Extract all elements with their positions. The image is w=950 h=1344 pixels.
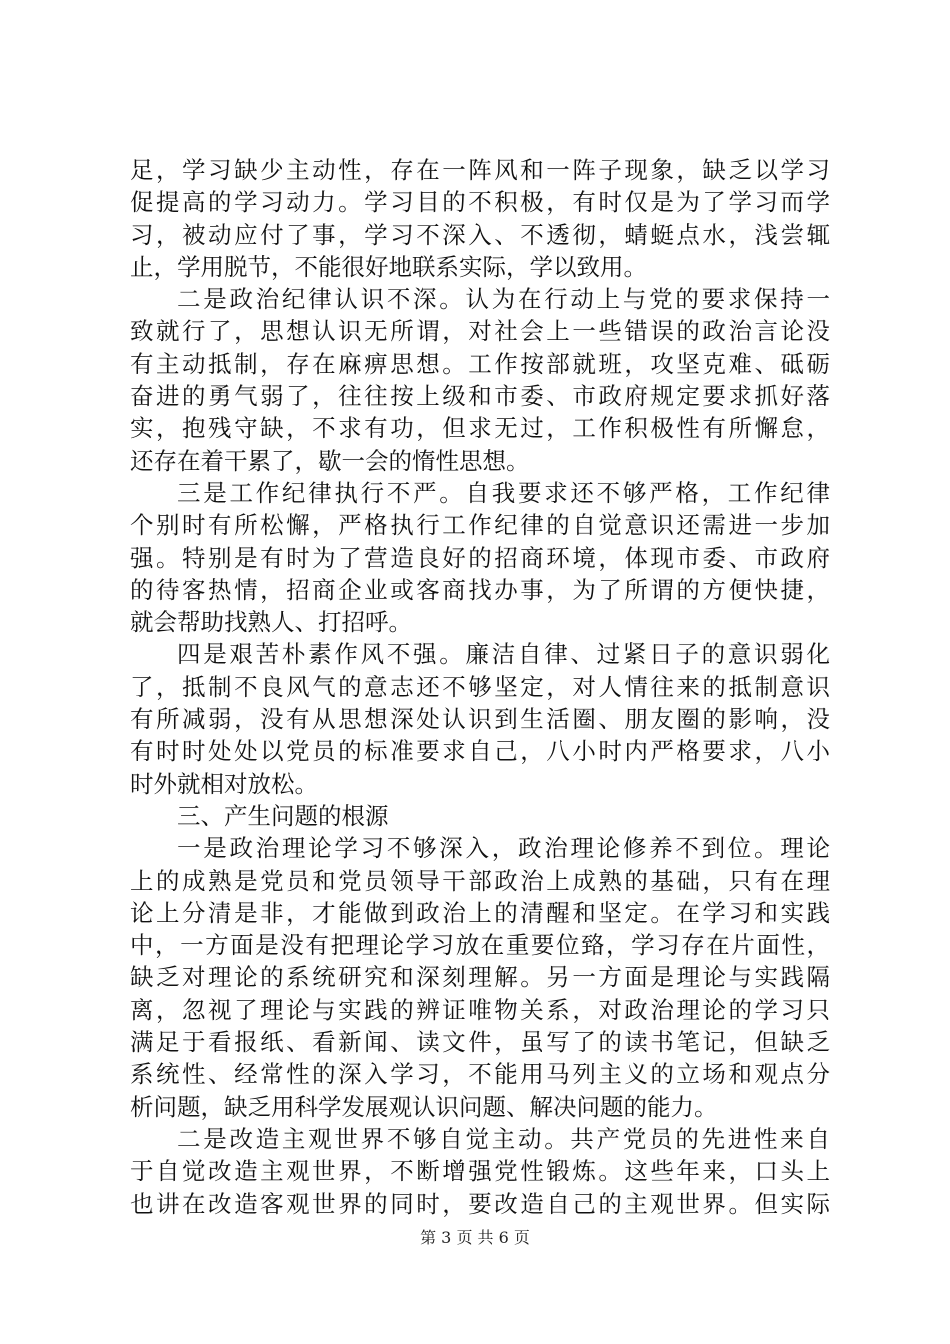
paragraph-start-line: 三、产生问题的根源 xyxy=(177,801,389,830)
text-line: 的待客热情，招商企业或客商找办事，为了所谓的方便快捷， xyxy=(130,575,830,604)
text-line: 止，学用脱节，不能很好地联系实际，学以致用。 xyxy=(130,252,647,281)
text-line: 系统性、经常性的深入学习，不能用马列主义的立场和观点分 xyxy=(130,1060,830,1089)
text-line: 了，抵制不良风气的意志还不够坚定，对人情往来的抵制意识 xyxy=(130,672,830,701)
text-line: 致就行了，思想认识无所谓，对社会上一些错误的政治言论没 xyxy=(130,317,830,346)
paragraph-start-line: 一是政治理论学习不够深入，政治理论修养不到位。理论 xyxy=(177,834,830,863)
text-line: 习，被动应付了事，学习不深入、不透彻，蜻蜓点水，浅尝辄 xyxy=(130,220,830,249)
text-line: 就会帮助找熟人、打招呼。 xyxy=(130,608,412,637)
document-body xyxy=(130,154,830,1220)
text-line: 中，一方面是没有把理论学习放在重要位臵，学习存在片面性， xyxy=(130,931,830,960)
text-line: 有时时处处以党员的标准要求自己，八小时内严格要求，八小 xyxy=(130,737,830,766)
text-line: 时外就相对放松。 xyxy=(130,769,318,798)
text-line: 个别时有所松懈，严格执行工作纪律的自觉意识还需进一步加 xyxy=(130,511,830,540)
paragraph-start-line: 三是工作纪律执行不严。自我要求还不够严格，工作纪律 xyxy=(177,478,830,507)
text-line: 缺乏对理论的系统研究和深刻理解。另一方面是理论与实践隔 xyxy=(130,963,830,992)
text-line: 离，忽视了理论与实践的辨证唯物关系，对政治理论的学习只 xyxy=(130,995,830,1024)
paragraph-start-line: 二是改造主观世界不够自觉主动。共产党员的先进性来自 xyxy=(177,1124,830,1153)
text-line: 满足于看报纸、看新闻、读文件，虽写了的读书笔记，但缺乏 xyxy=(130,1028,830,1057)
text-line: 上的成熟是党员和党员领导干部政治上成熟的基础，只有在理 xyxy=(130,866,830,895)
paragraph-start-line: 二是政治纪律认识不深。认为在行动上与党的要求保持一 xyxy=(177,285,830,314)
text-line: 有主动抵制，存在麻痹思想。工作按部就班，攻坚克难、砥砺 xyxy=(130,349,830,378)
text-line: 有所减弱，没有从思想深处认识到生活圈、朋友圈的影响，没 xyxy=(130,705,830,734)
text-line: 还存在着干累了，歇一会的惰性思想。 xyxy=(130,446,530,475)
text-line: 析问题，缺乏用科学发展观认识问题、解决问题的能力。 xyxy=(130,1092,718,1121)
text-line: 足，学习缺少主动性，存在一阵风和一阵子现象，缺乏以学习 xyxy=(130,156,830,184)
text-line: 于自觉改造主观世界，不断增强党性锻炼。这些年来，口头上 xyxy=(130,1157,830,1186)
text-line: 实，抱残守缺，不求有功，但求无过，工作积极性有所懈怠， xyxy=(130,414,830,443)
text-line: 促提高的学习动力。学习目的不积极，有时仅是为了学习而学 xyxy=(130,188,830,217)
text-line: 论上分清是非，才能做到政治上的清醒和坚定。在学习和实践 xyxy=(130,898,830,927)
paragraph-start-line: 四是艰苦朴素作风不强。廉洁自律、过紧日子的意识弱化 xyxy=(177,640,830,669)
page-footer: 第 3 页 共 6 页 xyxy=(420,1228,530,1247)
text-line: 奋进的勇气弱了，往往按上级和市委、市政府规定要求抓好落 xyxy=(130,382,830,411)
text-line: 强。特别是有时为了营造良好的招商环境，体现市委、市政府 xyxy=(130,543,830,572)
text-line: 也讲在改造客观世界的同时，要改造自己的主观世界。但实际 xyxy=(130,1189,830,1218)
